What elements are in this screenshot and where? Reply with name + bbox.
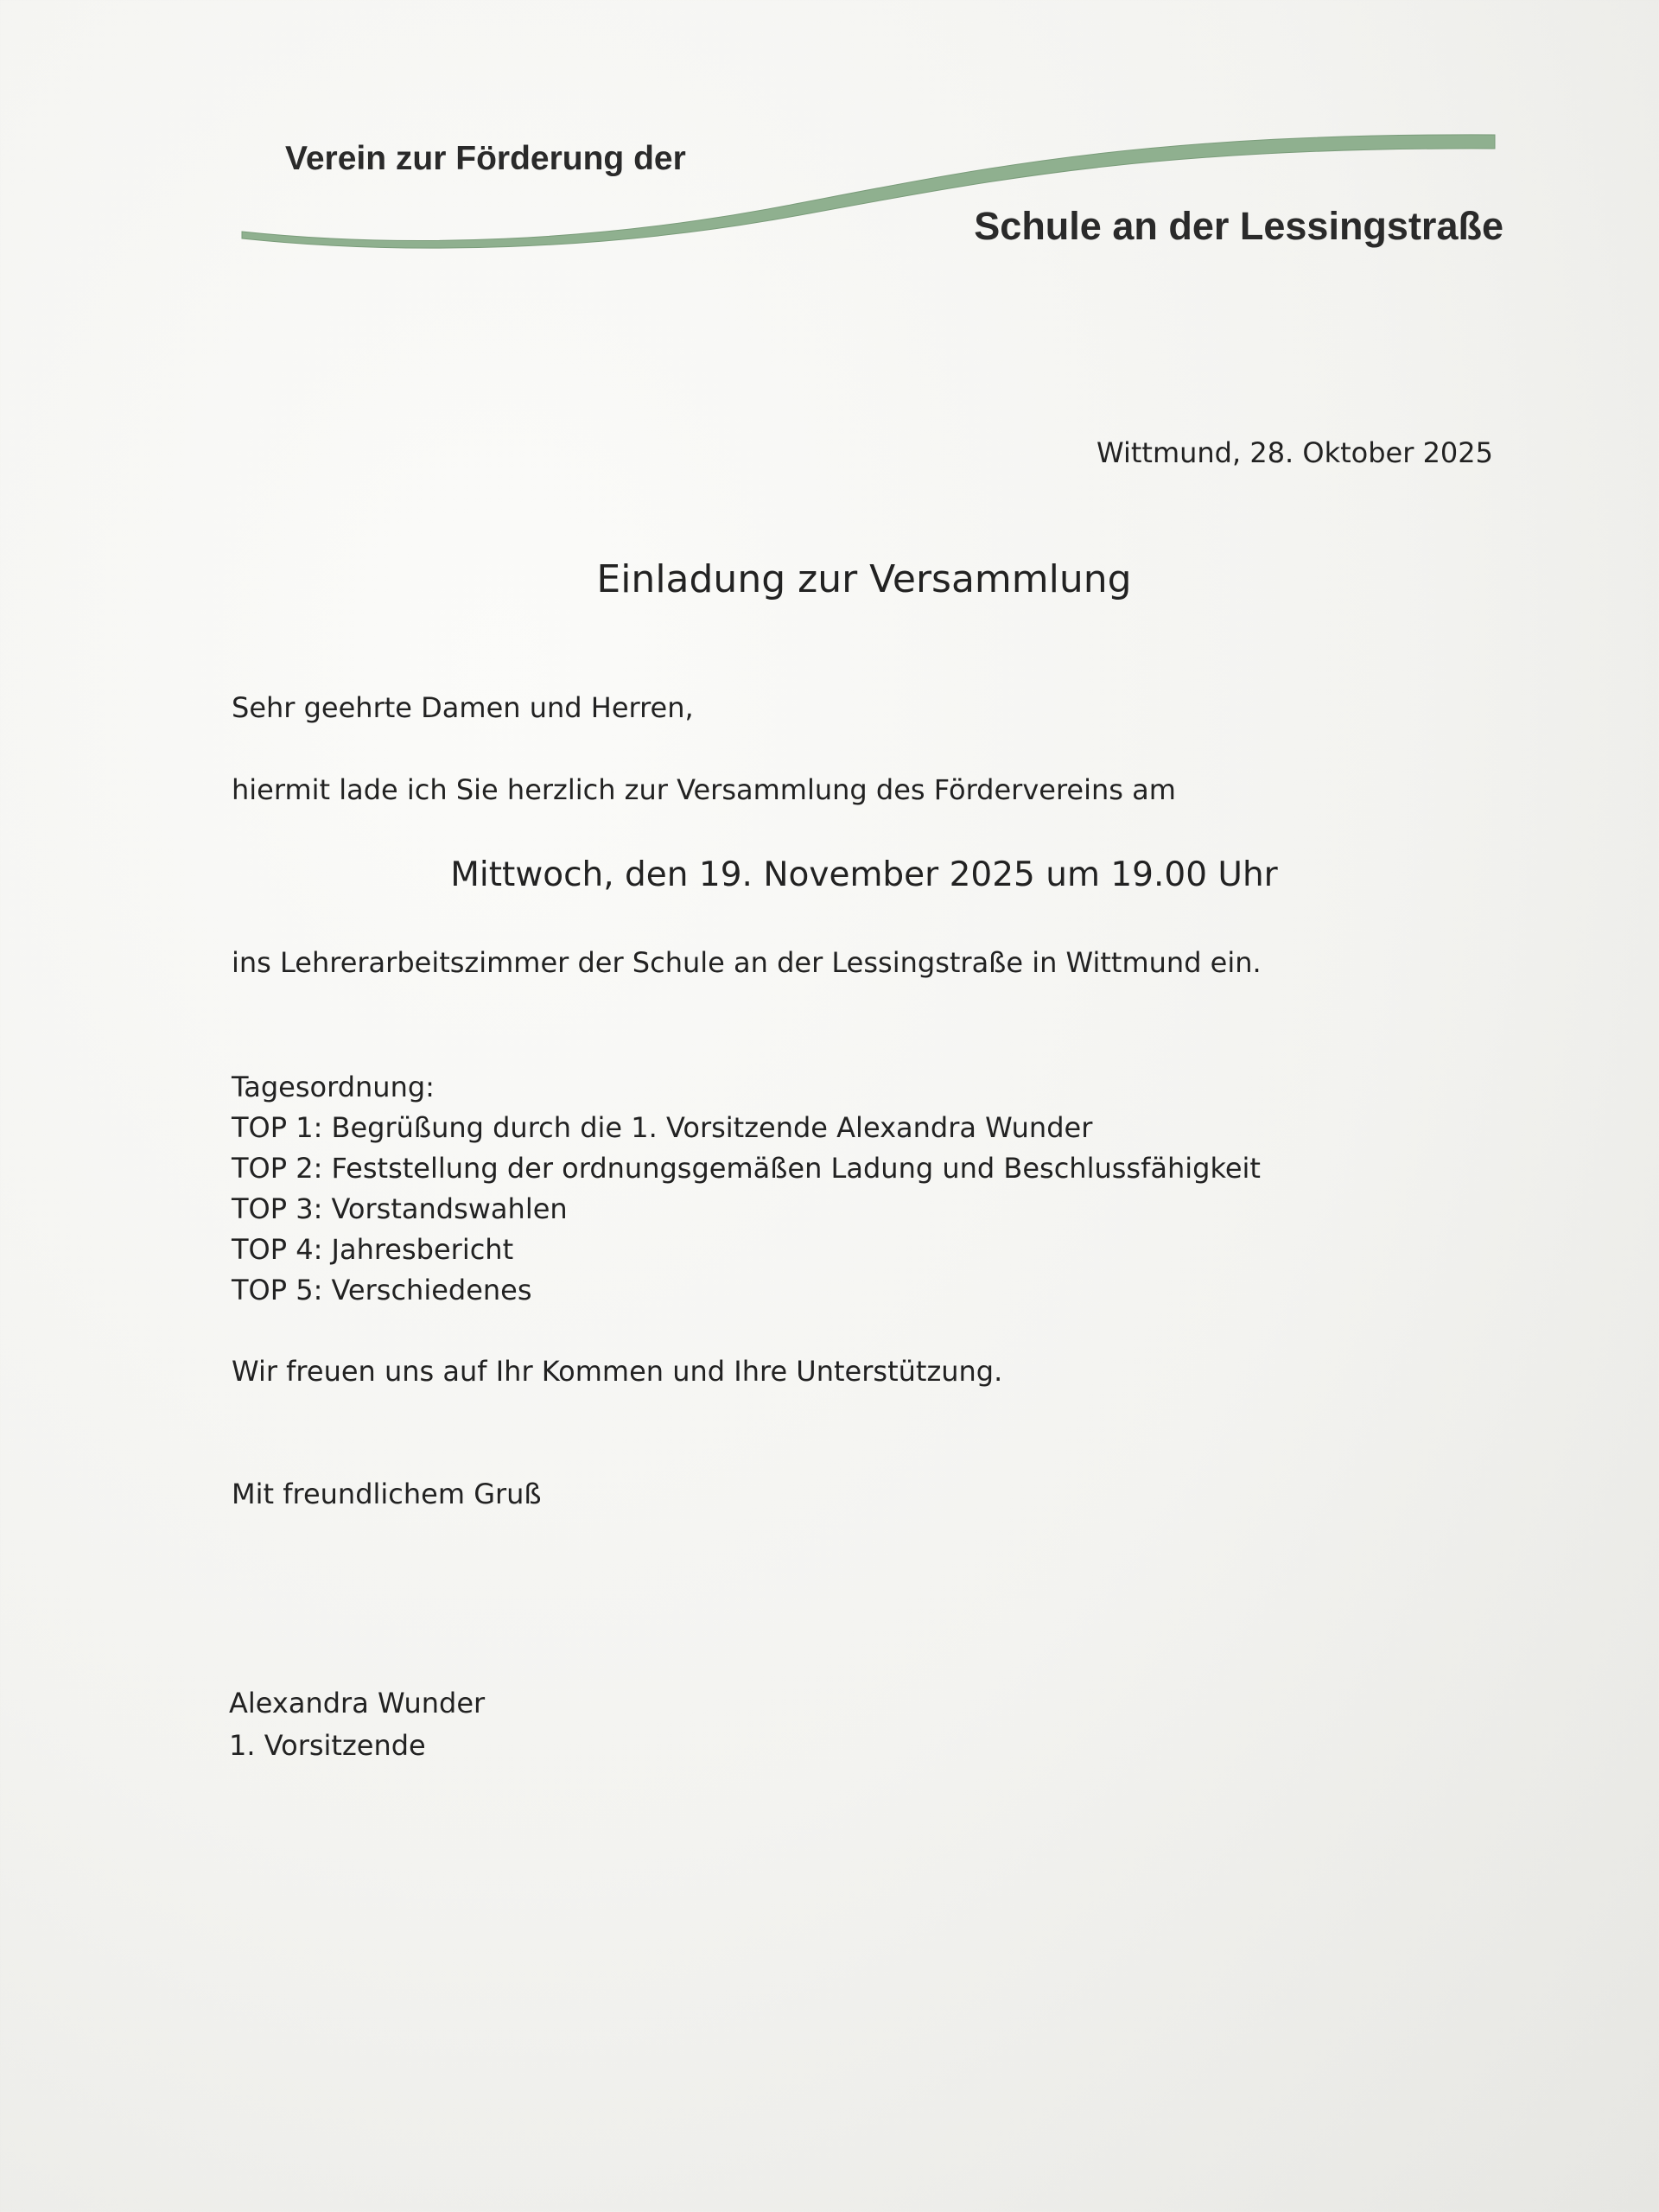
event-datetime: Mittwoch, den 19. November 2025 um 19.00 Uhr xyxy=(450,855,1278,894)
closing-text: Wir freuen uns auf Ihr Kommen und Ihre Unterstützung. xyxy=(232,1355,1003,1388)
agenda-item: TOP 2: Feststellung der ordnungsgemäßen Ladung und Beschlussfähigkeit xyxy=(232,1152,1261,1185)
agenda-item: TOP 5: Verschiedenes xyxy=(232,1274,532,1306)
greeting: Mit freundlichem Gruß xyxy=(232,1478,542,1510)
agenda-item: TOP 1: Begrüßung durch die 1. Vorsitzende Alexandra Wunder xyxy=(232,1111,1093,1144)
letterhead-line-1: Verein zur Förderung der xyxy=(285,140,686,177)
letter-title: Einladung zur Versammlung xyxy=(596,557,1132,601)
signature-role: 1. Vorsitzende xyxy=(229,1729,426,1762)
salutation: Sehr geehrte Damen und Herren, xyxy=(232,691,694,724)
agenda-item: TOP 4: Jahresbericht xyxy=(232,1233,514,1266)
agenda xyxy=(232,1067,1261,1311)
agenda-heading: Tagesordnung: xyxy=(232,1071,435,1103)
letterhead xyxy=(233,121,1503,268)
location-text: ins Lehrerarbeitszimmer der Schule an der Lessingstraße in Wittmund ein. xyxy=(232,946,1262,979)
letterhead-line-2: Schule an der Lessingstraße xyxy=(974,204,1503,248)
intro-text: hiermit lade ich Sie herzlich zur Versammlung des Fördervereins am xyxy=(232,773,1176,806)
agenda-item: TOP 3: Vorstandswahlen xyxy=(232,1192,568,1225)
place-date: Wittmund, 28. Oktober 2025 xyxy=(1096,436,1493,469)
signature-name: Alexandra Wunder xyxy=(229,1687,486,1719)
